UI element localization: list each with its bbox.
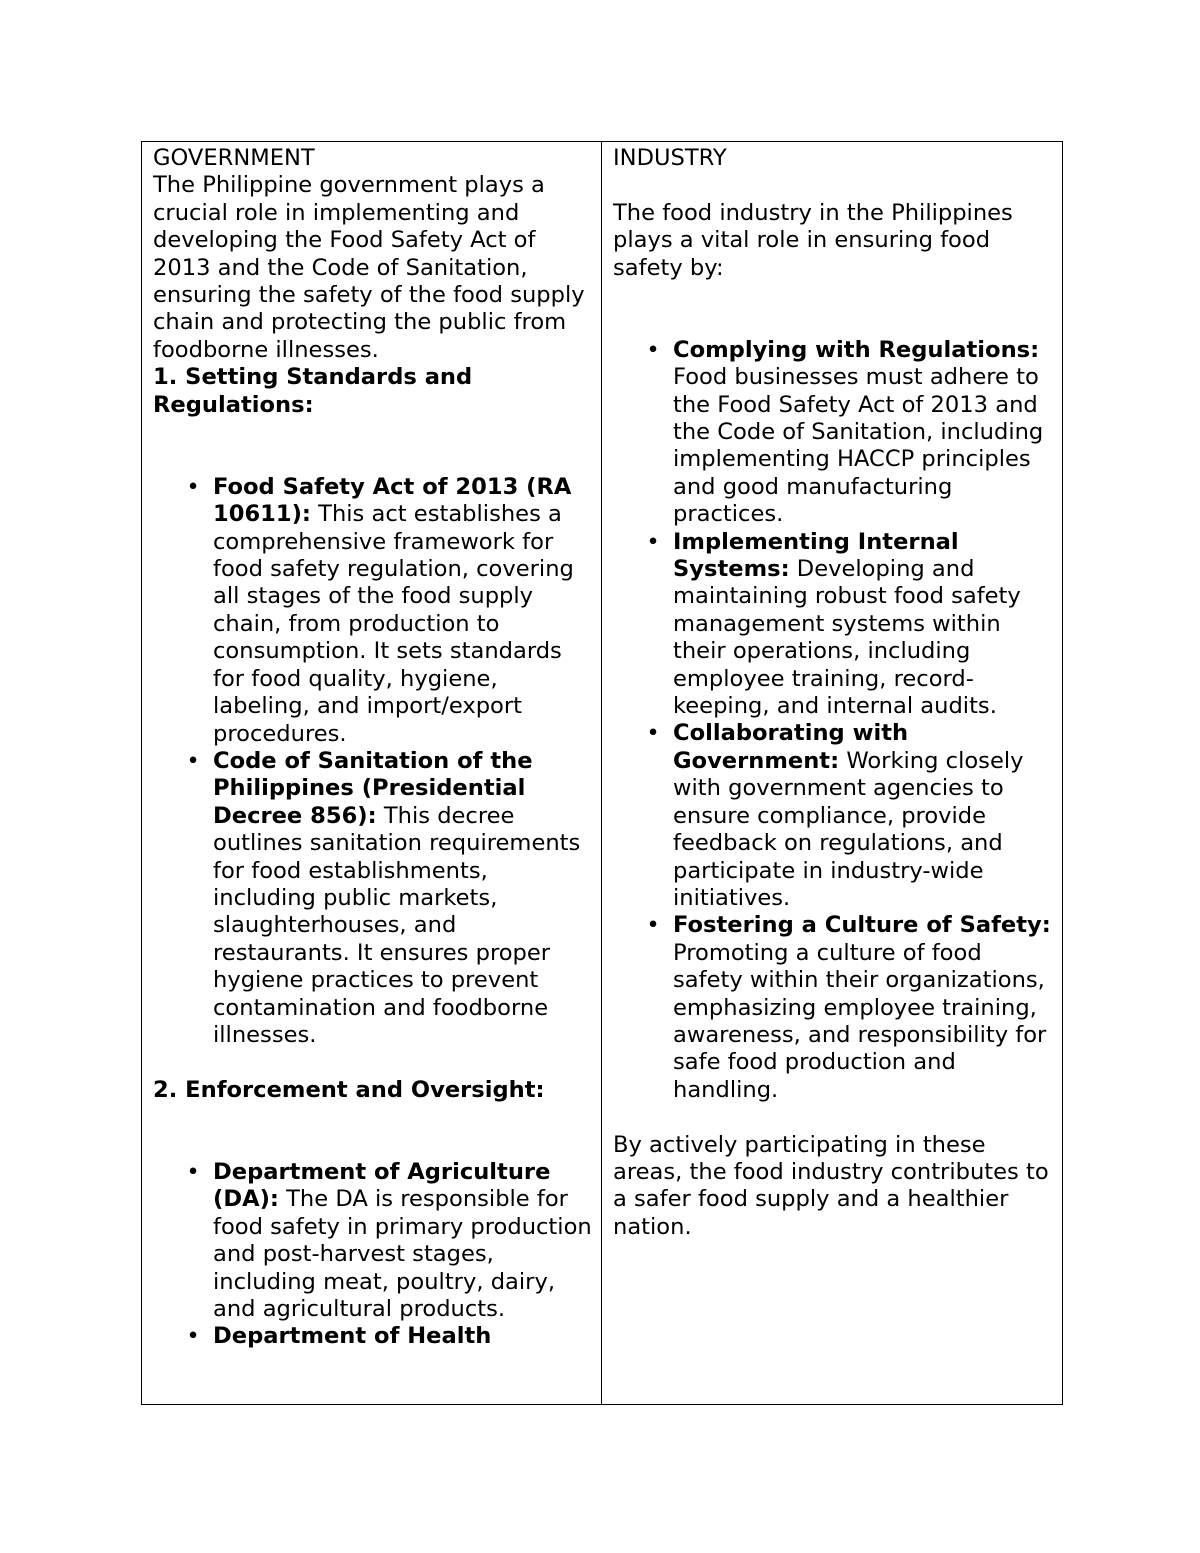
list-item: • Complying with Regulations: Food businesses must adhere to the Food Safety Act of 2013 and the Code of Sanitation, including implementing HACCP principles and good manufacturing practices. [613, 337, 1056, 529]
section1-title: 1. Setting Standards and Regulations: [153, 364, 473, 418]
spacer [153, 1132, 593, 1159]
government-enforcement-list [153, 1159, 593, 1351]
bullet-icon: • [186, 473, 200, 500]
industry-heading: INDUSTRY [613, 145, 727, 171]
list-item: • Collaborating with Government: Working closely with government agencies to ensure compliance, provide feedback on regulations, and participate in industry-wide initiatives. [613, 720, 1056, 912]
list-item: • Fostering a Culture of Safety: Promoting a culture of food safety within their organizations, emphasizing employee training, awareness, and responsibility for safe food production and handling. [613, 912, 1056, 1104]
spacer [613, 282, 1056, 309]
list-item: • Implementing Internal Systems: Developing and maintaining robust food safety management systems within their operations, including employee training, record-keeping, and internal audits. [613, 529, 1056, 721]
list-item: • Department of Agriculture (DA): The DA is responsible for food safety in primary production and post-harvest stages, including meat, poultry, dairy, and agricultural products. [153, 1159, 593, 1323]
spacer [153, 1104, 593, 1131]
list-item: • Food Safety Act of 2013 (RA 10611): This act establishes a comprehensive framework for food safety regulation, covering all stages of the food supply chain, from production to consumption. It sets standards for food quality, hygiene, labeling, and import/export procedures. [153, 474, 593, 748]
bullet-icon: • [186, 747, 200, 774]
spacer [153, 446, 593, 473]
list-item: • Department of Health [153, 1323, 593, 1350]
bullet-icon: • [646, 528, 660, 555]
industry-column [602, 142, 1062, 1404]
government-column [142, 142, 602, 1404]
bullet-icon: • [646, 912, 660, 939]
comparison-table [141, 141, 1063, 1405]
industry-conclusion: By actively participating in these areas, the food industry contributes to a safer food supply and a healthier nation. [613, 1131, 1049, 1240]
industry-intro: The food industry in the Philippines plays a vital role in ensuring food safety by: [613, 199, 1013, 281]
spacer [153, 419, 593, 446]
bullet-icon: • [186, 1323, 200, 1350]
spacer [613, 172, 1056, 199]
industry-list [613, 337, 1056, 1104]
spacer [613, 309, 1056, 336]
government-intro: The Philippine government plays a crucial role in implementing and developing the Food Safety Act of 2013 and the Code of Sanitation, ensuring the safety of the food supply chain and protecting the public from foodborne illnesses. [153, 172, 585, 363]
bullet-icon: • [646, 720, 660, 747]
list-item: • Code of Sanitation of the Philippines (Presidential Decree 856): This decree outlines sanitation requirements for food establishments, including public markets, slaughterhouses, and restaurants. It ensures proper hygiene practices to prevent contamination and foodborne illnesses. [153, 748, 593, 1049]
government-heading: GOVERNMENT [153, 145, 315, 171]
bullet-icon: • [186, 1158, 200, 1185]
government-standards-list [153, 474, 593, 1050]
spacer [153, 1049, 593, 1076]
bullet-icon: • [646, 336, 660, 363]
section2-title: 2. Enforcement and Oversight: [153, 1076, 545, 1103]
spacer [613, 1104, 1056, 1131]
